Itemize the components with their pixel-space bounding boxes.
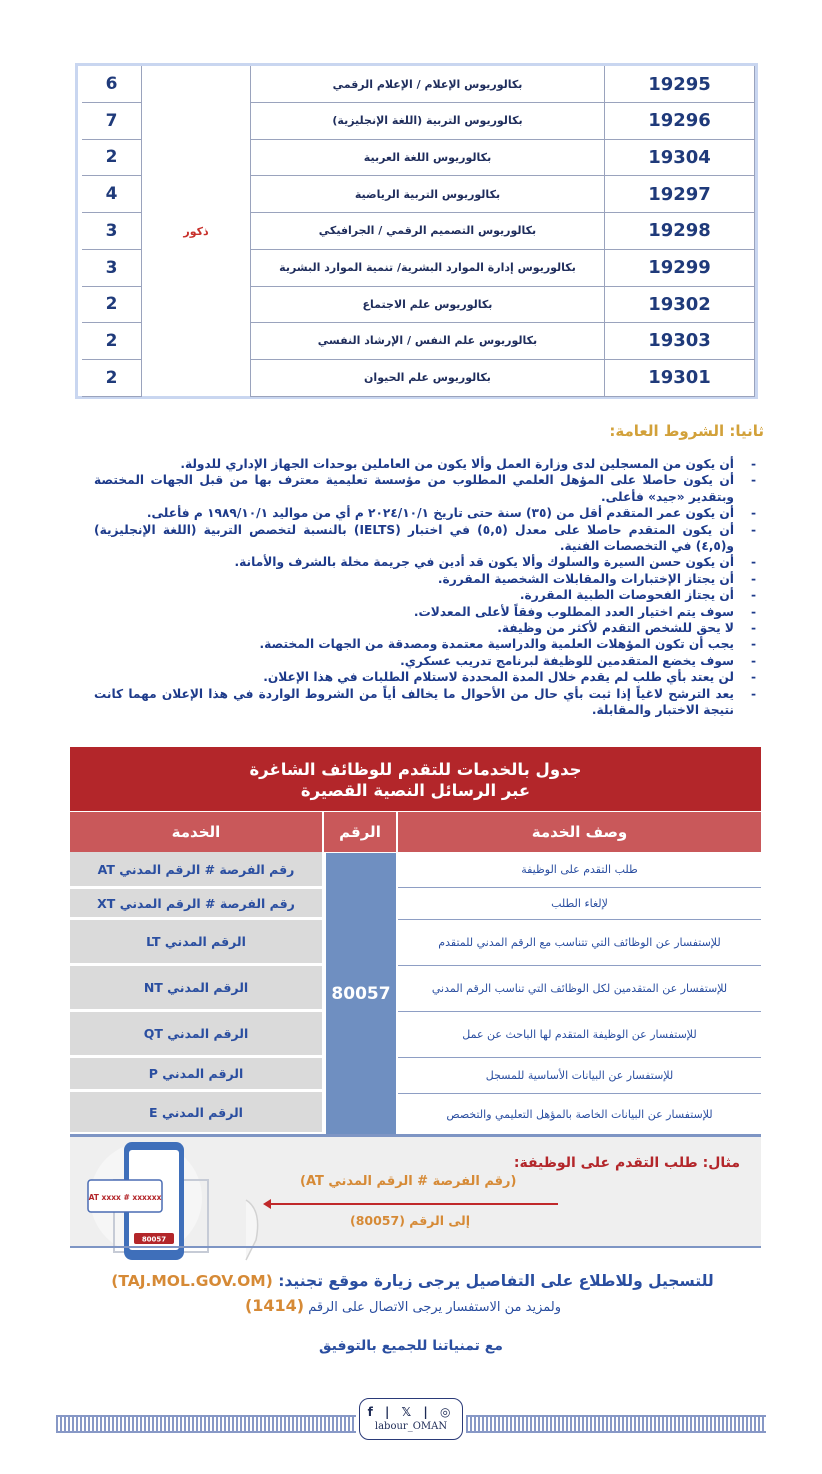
vacancy-count: 3 <box>82 213 142 250</box>
closing-wish: مع تمنياتنا للجميع بالتوفيق <box>319 1338 503 1354</box>
register-line <box>100 1272 725 1290</box>
column-service: الخدمة <box>70 812 322 852</box>
service-description: للإستفسار عن البيانات الخاصة بالمؤهل التعليمي والتخصص <box>398 1094 761 1135</box>
conditions-title: ثانيا: الشروط العامة: <box>609 422 764 440</box>
job-code: 19301 <box>605 360 755 397</box>
services-heading-line2: عبر الرسائل النصية القصيرة <box>300 781 531 800</box>
job-code: 19303 <box>605 323 755 360</box>
column-description: وصف الخدمة <box>398 812 761 852</box>
specialization: بكالوريوس علم الحيوان <box>250 360 605 397</box>
service-description: طلب التقدم على الوظيفة <box>398 852 761 888</box>
condition-item: - يجب أن تكون المؤهلات العلمية والدراسية معتمدة ومصدقة من الجهات المختصة. <box>94 636 764 652</box>
arrow-icon <box>265 1203 558 1205</box>
job-code: 19302 <box>605 286 755 323</box>
conditions-list <box>94 456 764 719</box>
specialization: بكالوريوس الإعلام / الإعلام الرقمي <box>250 66 605 103</box>
service-code: الرقم المدني P <box>70 1058 322 1089</box>
table-row <box>78 286 755 323</box>
service-code: رقم الفرصة # الرقم المدني XT <box>70 889 322 917</box>
specialization: بكالوريوس علم الاجتماع <box>250 286 605 323</box>
service-description: للإستفسار عن البيانات الأساسية للمسجل <box>398 1058 761 1094</box>
service-code: الرقم المدني NT <box>70 966 322 1009</box>
condition-item: - أن يكون المتقدم حاصلا على معدل (٥,٥) في اختبار (IELTS) بالنسبة لتخصص التربية (اللغة الإنجليزية) و(٤,٥) في التخصصات الفنية. <box>94 522 764 555</box>
services-heading-line1: جدول بالخدمات للتقدم للوظائف الشاغرة <box>249 760 582 779</box>
service-code: الرقم المدني LT <box>70 920 322 963</box>
services-heading <box>70 747 761 811</box>
condition-item: - أن يجتاز الإختبارات والمقابلات الشخصية المقررة. <box>94 571 764 587</box>
table-row <box>78 323 755 360</box>
specialization: بكالوريوس اللغة العربية <box>250 139 605 176</box>
job-code: 19297 <box>605 176 755 213</box>
table-row <box>78 250 755 287</box>
condition-item: - أن يجتاز الفحوصات الطبية المقررة. <box>94 587 764 603</box>
specialization: بكالوريوس علم النفس / الإرشاد النفسي <box>250 323 605 360</box>
gender-cell: ذكور <box>183 224 209 238</box>
condition-item: - أن يكون حاصلا على المؤهل العلمي المطلوب من مؤسسة تعليمية معترف بها من قبل الجهات المختصة وبتقدير «جيد» فأعلى. <box>94 472 764 505</box>
phone-illustration <box>86 1140 266 1262</box>
service-description: لإلغاء الطلب <box>398 888 761 920</box>
service-description: للإستفسار عن الوظائف التي تتناسب مع الرقم المدني للمتقدم <box>398 920 761 966</box>
table-row <box>78 103 755 140</box>
inquiry-line <box>100 1296 706 1315</box>
specialization: بكالوريوس التصميم الرقمي / الجرافيكي <box>250 213 605 250</box>
job-code: 19295 <box>605 66 755 103</box>
jobs-table <box>75 63 758 399</box>
vacancy-count: 6 <box>82 66 142 103</box>
services-column-headers <box>70 812 761 852</box>
register-text: للتسجيل وللاطلاع على التفاصيل يرجى زيارة موقع تجنيد: <box>278 1272 714 1290</box>
service-code: الرقم المدني E <box>70 1092 322 1132</box>
job-code: 19296 <box>605 103 755 140</box>
social-badge[interactable] <box>359 1398 463 1440</box>
specialization: بكالوريوس التربية الرياضية <box>250 176 605 213</box>
vacancy-count: 7 <box>82 103 142 140</box>
phone-message-text: AT xxxx # xxxxxx <box>88 1193 162 1202</box>
condition-item: - لن يعتد بأي طلب لم يقدم خلال المدة المحددة لاستلام الطلبات في هذا الإعلان. <box>94 669 764 685</box>
job-code: 19304 <box>605 139 755 176</box>
job-code: 19298 <box>605 213 755 250</box>
example-divider <box>70 1246 761 1248</box>
job-code: 19299 <box>605 250 755 287</box>
specialization: بكالوريوس إدارة الموارد البشرية/ تنمية الموارد البشرية <box>250 250 605 287</box>
service-code: رقم الفرصة # الرقم المدني AT <box>70 852 322 886</box>
website-link[interactable]: (TAJ.MOL.GOV.OM) <box>111 1272 273 1290</box>
condition-item: - لا يحق للشخص التقدم لأكثر من وظيفة. <box>94 620 764 636</box>
vacancy-count: 2 <box>82 286 142 323</box>
vacancy-count: 3 <box>82 250 142 287</box>
condition-item: - يعد الترشح لاغياً إذا ثبت بأي حال من الأحوال ما يخالف أياً من الشروط الواردة في هذا الإعلان مهما كانت نتيجة الاختبار والمقابلة. <box>94 686 764 719</box>
column-number: الرقم <box>324 812 396 852</box>
condition-item: - أن يكون عمر المتقدم أقل من (٣٥) سنة حتى تاريخ ٢٠٢٤/١٠/١ م أي من مواليد ١٩٨٩/١٠/١ م فأعلى. <box>94 505 764 521</box>
inquiry-text: ولمزيد من الاستفسار يرجى الاتصال على الرقم <box>308 1300 562 1315</box>
service-description: للإستفسار عن الوظيفة المتقدم لها الباحث عن عمل <box>398 1012 761 1058</box>
sms-number-cell: 80057 <box>326 853 396 1135</box>
phone-number[interactable]: (1414) <box>244 1296 305 1315</box>
table-row <box>78 213 755 250</box>
condition-item: - سوف يتم اختيار العدد المطلوب وفقاً لأعلى المعدلات. <box>94 604 764 620</box>
condition-item: - سوف يخضع المتقدمين للوظيفة لبرنامج تدريب عسكري. <box>94 653 764 669</box>
table-row <box>78 176 755 213</box>
example-to-number: إلى الرقم (80057) <box>350 1213 471 1228</box>
table-row <box>78 360 755 397</box>
vacancy-count: 2 <box>82 323 142 360</box>
social-icons[interactable]: f | 𝕏 | ◎ <box>367 1405 455 1419</box>
vacancy-count: 2 <box>82 139 142 176</box>
service-code: الرقم المدني QT <box>70 1012 322 1055</box>
social-handle[interactable]: labour_OMAN <box>374 1421 448 1432</box>
vacancy-count: 4 <box>82 176 142 213</box>
phone-number-text: 80057 <box>141 1235 167 1244</box>
vacancy-count: 2 <box>82 360 142 397</box>
ornament-left <box>56 1415 356 1433</box>
example-title: مثال: طلب التقدم على الوظيفة: <box>513 1155 740 1171</box>
service-description: للإستفسار عن المتقدمين لكل الوظائف التي تناسب الرقم المدني <box>398 966 761 1012</box>
table-row <box>78 66 755 103</box>
condition-item: - أن يكون من المسجلين لدى وزارة العمل وألا يكون من العاملين بوحدات الجهاز الإداري للدولة. <box>94 456 764 472</box>
ornament-right <box>466 1415 766 1433</box>
condition-item: - أن يكون حسن السيرة والسلوك وألا يكون قد أدين في جريمة مخلة بالشرف والأمانة. <box>94 554 764 570</box>
specialization: بكالوريوس التربية (اللغة الإنجليزية) <box>250 103 605 140</box>
table-row <box>78 139 755 176</box>
example-message: (رقم الفرصة # الرقم المدني AT) <box>300 1174 517 1189</box>
